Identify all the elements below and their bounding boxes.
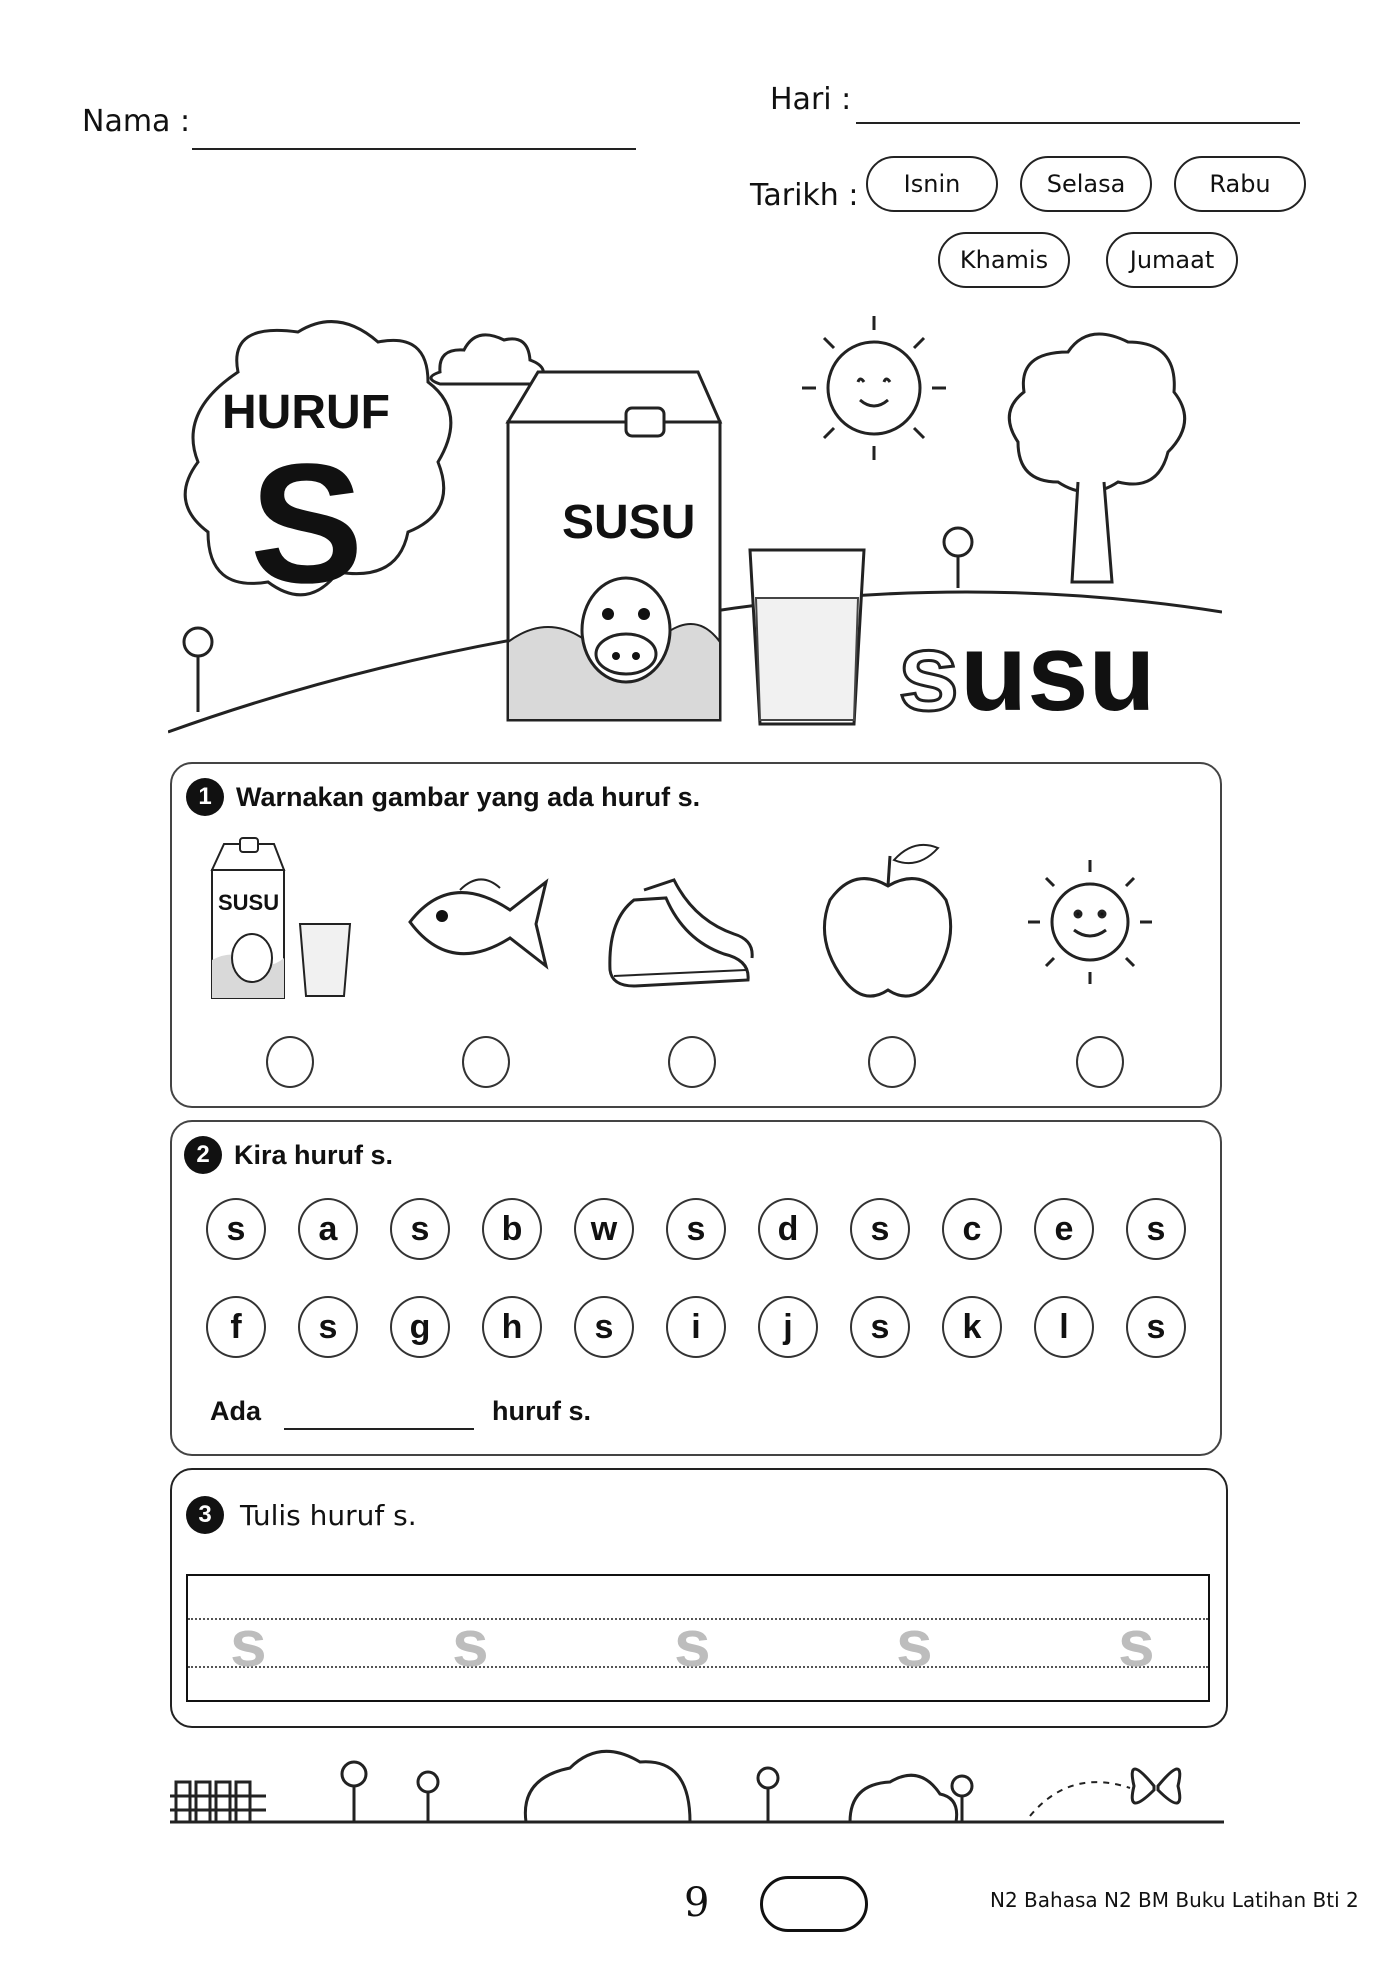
carton-label-small: SUSU: [218, 890, 280, 915]
word-susu-first: s: [898, 611, 960, 734]
hari-label: Hari :: [770, 82, 852, 117]
page-number: 9: [684, 1880, 710, 1926]
sun-icon: [802, 316, 946, 460]
count-answer-line[interactable]: [284, 1428, 474, 1430]
trace-letter: s: [452, 1606, 489, 1680]
trace-letter: s: [896, 1606, 933, 1680]
answer-circle-apple[interactable]: [868, 1036, 916, 1088]
apple-icon[interactable]: [814, 830, 964, 1010]
small-cloud-icon: [431, 335, 543, 384]
letter-circle[interactable]: k: [942, 1296, 1002, 1358]
letter-circle[interactable]: s: [666, 1198, 726, 1260]
milk-carton-icon[interactable]: [204, 830, 354, 1010]
section-1-number: 1: [186, 778, 224, 816]
huruf-title: HURUF: [222, 386, 390, 439]
letter-circle[interactable]: e: [1034, 1198, 1094, 1260]
fence-icon: [170, 1782, 266, 1822]
letter-circle[interactable]: s: [206, 1198, 266, 1260]
big-letter-s: S: [250, 429, 364, 619]
milk-glass-icon: [750, 550, 864, 724]
day-khamis[interactable]: Khamis: [938, 232, 1070, 288]
fish-icon[interactable]: [400, 830, 550, 1010]
nama-line[interactable]: [192, 148, 636, 150]
section-2-instruction: Kira huruf s.: [234, 1139, 394, 1170]
letter-circle[interactable]: w: [574, 1198, 634, 1260]
hari-line[interactable]: [856, 122, 1300, 124]
day-isnin[interactable]: Isnin: [866, 156, 998, 212]
tarikh-label: Tarikh :: [750, 178, 859, 213]
section-3-instruction: Tulis huruf s.: [240, 1498, 417, 1532]
dashed-flight-path: [1030, 1782, 1130, 1816]
day-rabu[interactable]: Rabu: [1174, 156, 1306, 212]
bush-icon: [525, 1751, 956, 1822]
letter-circle[interactable]: s: [850, 1198, 910, 1260]
tree-icon: [1009, 334, 1184, 582]
section-3-number: 3: [186, 1496, 224, 1534]
page-tab-shape: [760, 1876, 868, 1932]
answer-circle-sun[interactable]: [1076, 1036, 1124, 1088]
letter-circle[interactable]: s: [390, 1198, 450, 1260]
section-1-header: [186, 778, 700, 816]
letter-circle[interactable]: g: [390, 1296, 450, 1358]
nama-label: Nama :: [82, 104, 191, 139]
huruf-s-banner: [168, 312, 1222, 744]
garden-border-decoration: [170, 1738, 1224, 1830]
section-2-number: 2: [184, 1136, 222, 1174]
book-title: N2 Bahasa N2 BM Buku Latihan Bti 2: [990, 1888, 1359, 1912]
letter-circle[interactable]: s: [298, 1296, 358, 1358]
letter-circle[interactable]: s: [1126, 1198, 1186, 1260]
trace-letter: s: [1118, 1606, 1155, 1680]
huruf-s-label: huruf s.: [492, 1396, 591, 1426]
letter-circle[interactable]: j: [758, 1296, 818, 1358]
letter-circle[interactable]: s: [1126, 1296, 1186, 1358]
section-3-header: [186, 1496, 417, 1534]
letter-circle[interactable]: b: [482, 1198, 542, 1260]
letter-circle[interactable]: d: [758, 1198, 818, 1260]
shoes-icon[interactable]: [604, 830, 754, 1010]
trace-letter: s: [230, 1606, 267, 1680]
letter-circle[interactable]: f: [206, 1296, 266, 1358]
day-jumaat[interactable]: Jumaat: [1106, 232, 1238, 288]
letter-circle[interactable]: s: [574, 1296, 634, 1358]
day-selasa[interactable]: Selasa: [1020, 156, 1152, 212]
answer-circle-milk[interactable]: [266, 1036, 314, 1088]
butterfly-icon: [1132, 1769, 1180, 1803]
word-susu-rest: usu: [960, 611, 1156, 734]
letter-circle[interactable]: l: [1034, 1296, 1094, 1358]
letter-circle[interactable]: s: [850, 1296, 910, 1358]
trace-letter: s: [674, 1606, 711, 1680]
letter-circle[interactable]: i: [666, 1296, 726, 1358]
section-2-header: [184, 1136, 393, 1174]
answer-circle-shoes[interactable]: [668, 1036, 716, 1088]
letter-circle[interactable]: c: [942, 1198, 1002, 1260]
carton-label: SUSU: [562, 496, 696, 549]
letter-circle[interactable]: h: [482, 1296, 542, 1358]
sun-icon[interactable]: [1014, 830, 1164, 1010]
letter-circle[interactable]: a: [298, 1198, 358, 1260]
section-1-instruction: Warnakan gambar yang ada huruf s.: [236, 781, 701, 812]
answer-circle-fish[interactable]: [462, 1036, 510, 1088]
ada-label: Ada: [210, 1396, 262, 1426]
